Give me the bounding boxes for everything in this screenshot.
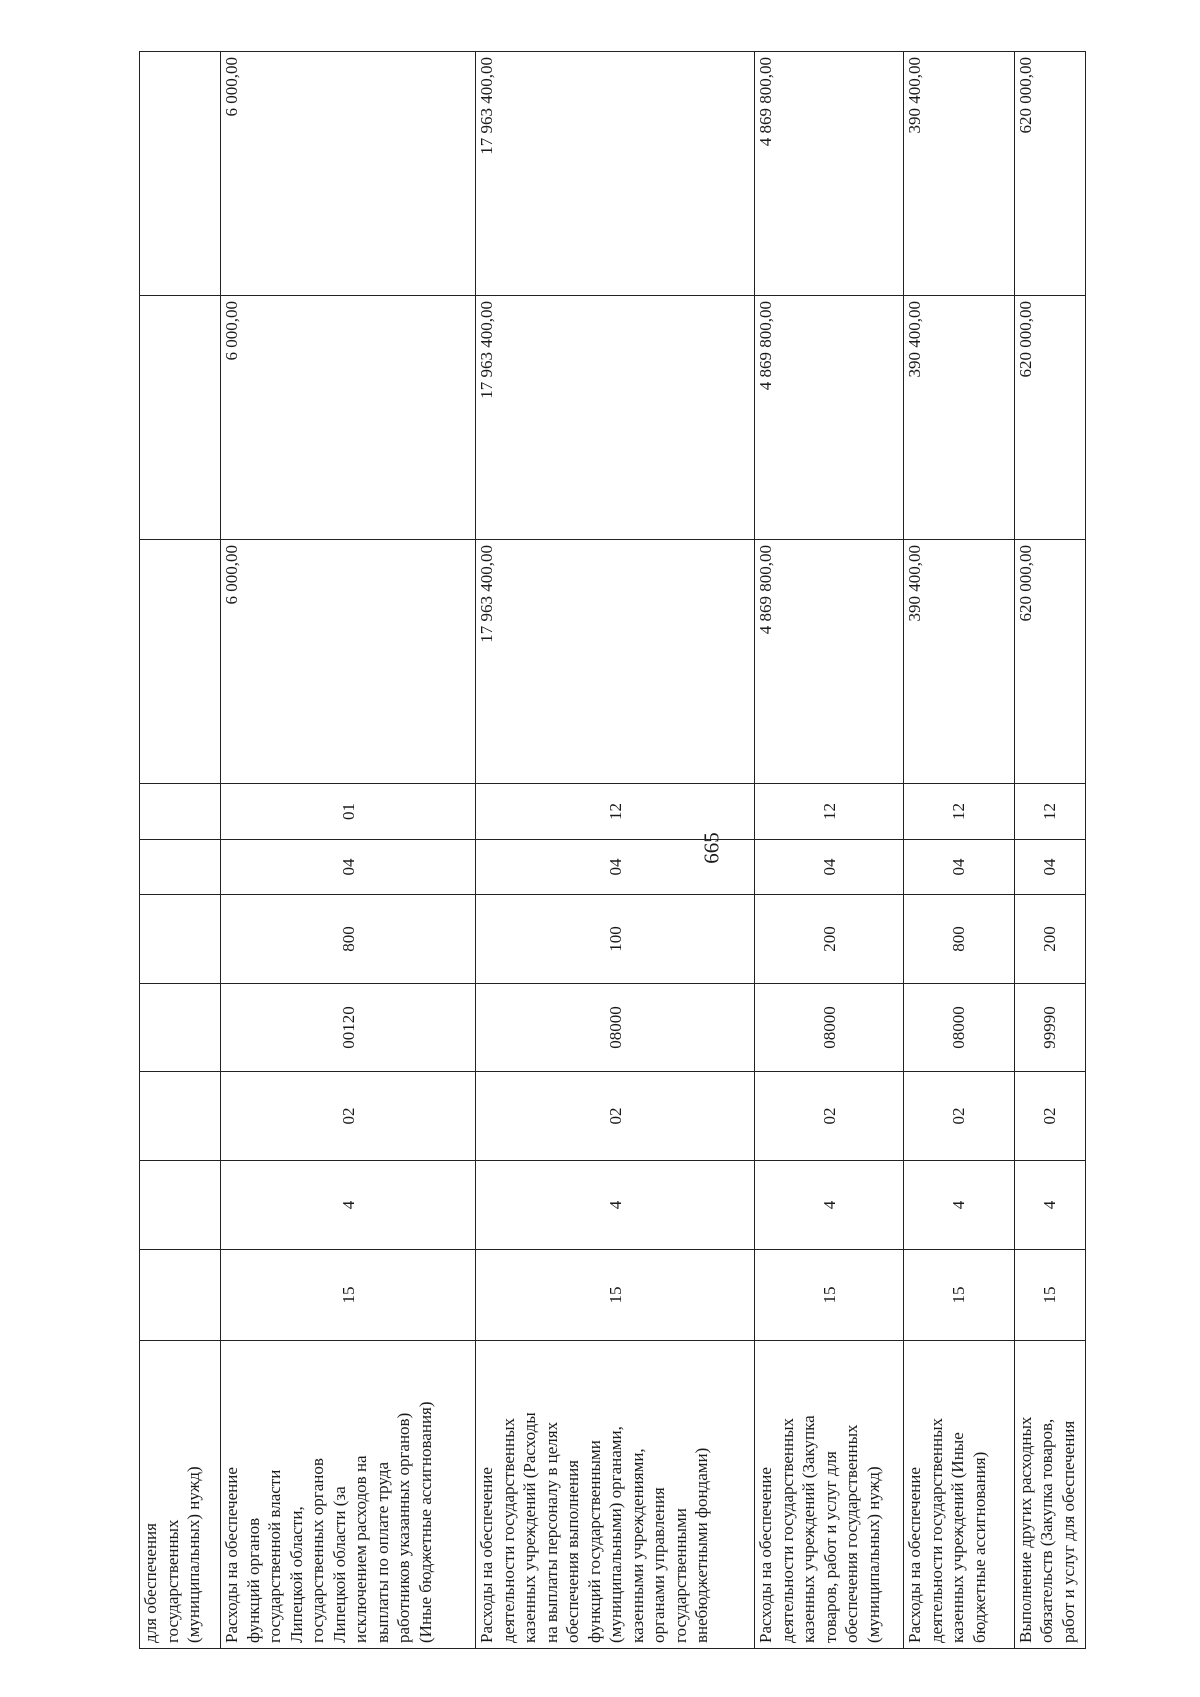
description-line: исключением расходов на	[351, 1455, 371, 1643]
direction-code-cell: 99990	[1014, 984, 1085, 1072]
subsection-cell: 12	[904, 784, 1015, 840]
section-cell: 04	[221, 840, 476, 895]
description-line: органами управления	[649, 1487, 669, 1643]
description-line: на выплаты персоналу в целях	[541, 1421, 561, 1643]
amount-year-3-cell: 4 869 800,00	[755, 52, 904, 296]
subprogram-cell: 4	[476, 1161, 755, 1250]
subsection-cell	[140, 784, 221, 840]
description-line: Липецкой области,	[286, 1506, 306, 1643]
description-line: работников указанных органов)	[394, 1412, 414, 1643]
subprogram-cell: 4	[221, 1161, 476, 1250]
section-cell: 04	[755, 840, 904, 895]
amount-year-1-cell: 6 000,00	[221, 540, 476, 784]
amount-year-1-cell: 620 000,00	[1014, 540, 1085, 784]
amount-year-2-cell: 6 000,00	[221, 296, 476, 540]
description-line: казенных учреждений (Расходы	[520, 1412, 540, 1643]
main-event-cell	[140, 1072, 221, 1161]
amount-year-3-cell: 390 400,00	[904, 52, 1015, 296]
description-cell	[476, 1341, 755, 1649]
description-line: Выполнение других расходных	[1015, 1416, 1035, 1643]
amount-year-3-cell	[140, 52, 221, 296]
amount-year-1-cell: 390 400,00	[904, 540, 1015, 784]
subprogram-cell	[140, 1161, 221, 1250]
amount-year-2-cell: 390 400,00	[904, 296, 1015, 540]
description-line: государственных органов	[308, 1458, 328, 1643]
table-row	[755, 52, 904, 1649]
table-row	[476, 52, 755, 1649]
budget-table	[139, 51, 1086, 1649]
description-line: государственными	[670, 1508, 690, 1643]
description-line: (муниципальных) нужд)	[184, 1466, 203, 1643]
description-line: для обеспечения	[141, 1523, 160, 1643]
expense-type-cell: 200	[755, 895, 904, 984]
description-line: государственной власти	[265, 1469, 285, 1643]
kvsr-cell: 15	[904, 1250, 1015, 1341]
description-line: деятельности государственных	[498, 1417, 518, 1643]
direction-code-cell	[140, 984, 221, 1072]
description-cell	[755, 1341, 904, 1649]
section-cell	[140, 840, 221, 895]
description-line: Расходы на обеспечение	[756, 1467, 776, 1643]
description-line: функций государственными	[584, 1440, 604, 1643]
description-line: товаров, работ и услуг для	[820, 1451, 840, 1643]
description-line: Расходы на обеспечение	[477, 1467, 497, 1643]
page-number: 665	[699, 832, 724, 864]
description-line: обеспечения государственных	[842, 1424, 862, 1643]
direction-code-cell: 08000	[904, 984, 1015, 1072]
amount-year-3-cell: 17 963 400,00	[476, 52, 755, 296]
expense-type-cell	[140, 895, 221, 984]
expense-type-cell: 800	[221, 895, 476, 984]
description-cell	[140, 1341, 221, 1649]
description-line: деятельности государственных	[926, 1417, 946, 1643]
subprogram-cell: 4	[904, 1161, 1015, 1250]
expense-type-cell: 100	[476, 895, 755, 984]
amount-year-1-cell: 4 869 800,00	[755, 540, 904, 784]
subprogram-cell: 4	[1014, 1161, 1085, 1250]
amount-year-1-cell	[140, 540, 221, 784]
section-cell: 04	[904, 840, 1015, 895]
section-cell: 04	[476, 840, 755, 895]
rotated-table-wrapper	[139, 52, 1086, 1649]
subsection-cell: 12	[1014, 784, 1085, 840]
description-cell	[221, 1341, 476, 1649]
subprogram-cell: 4	[755, 1161, 904, 1250]
main-event-cell: 02	[476, 1072, 755, 1161]
amount-year-3-cell: 620 000,00	[1014, 52, 1085, 296]
amount-year-2-cell	[140, 296, 221, 540]
expense-type-cell: 200	[1014, 895, 1085, 984]
description-cell	[904, 1341, 1015, 1649]
section-cell: 04	[1014, 840, 1085, 895]
description-line: (Иные бюджетные ассигнования)	[415, 1401, 435, 1643]
description-line: Расходы на обеспечение	[905, 1467, 925, 1643]
direction-code-cell: 08000	[476, 984, 755, 1072]
expense-type-cell: 800	[904, 895, 1015, 984]
amount-year-2-cell: 4 869 800,00	[755, 296, 904, 540]
main-event-cell: 02	[221, 1072, 476, 1161]
description-line: функций органов	[243, 1517, 263, 1643]
description-line: казенными учреждениями,	[627, 1448, 647, 1643]
subsection-cell: 12	[476, 784, 755, 840]
description-line: бюджетные ассигнования)	[969, 1451, 989, 1643]
subsection-cell: 01	[221, 784, 476, 840]
description-line: Расходы на обеспечение	[222, 1467, 242, 1643]
description-line: Липецкой области (за	[329, 1486, 349, 1643]
description-line: работ и услуг для обеспечения	[1058, 1420, 1078, 1643]
description-line: государственных	[162, 1519, 182, 1643]
kvsr-cell: 15	[221, 1250, 476, 1341]
description-line: казенных учреждений (Закупка	[799, 1415, 819, 1643]
direction-code-cell: 08000	[755, 984, 904, 1072]
amount-year-2-cell: 17 963 400,00	[476, 296, 755, 540]
description-line: обеспечения выполнения	[563, 1460, 583, 1643]
table-row	[1014, 52, 1085, 1649]
direction-code-cell: 00120	[221, 984, 476, 1072]
amount-year-1-cell: 17 963 400,00	[476, 540, 755, 784]
description-line: (муниципальных) нужд)	[863, 1466, 883, 1643]
table-row	[140, 52, 221, 1649]
table-row	[904, 52, 1015, 1649]
main-event-cell: 02	[755, 1072, 904, 1161]
kvsr-cell	[140, 1250, 221, 1341]
description-line: внебюджетными фондами)	[692, 1447, 712, 1643]
main-event-cell: 02	[904, 1072, 1015, 1161]
subsection-cell: 12	[755, 784, 904, 840]
description-line: обязательств (Закупка товаров,	[1037, 1418, 1057, 1643]
amount-year-3-cell: 6 000,00	[221, 52, 476, 296]
description-cell	[1014, 1341, 1085, 1649]
description-line: выплаты по оплате труда	[372, 1461, 392, 1643]
kvsr-cell: 15	[755, 1250, 904, 1341]
amount-year-2-cell: 620 000,00	[1014, 296, 1085, 540]
description-line: деятельности государственных	[777, 1417, 797, 1643]
kvsr-cell: 15	[476, 1250, 755, 1341]
description-line: казенных учреждений (Иные	[948, 1432, 968, 1643]
description-line: (муниципальными) органами,	[606, 1426, 626, 1643]
kvsr-cell: 15	[1014, 1250, 1085, 1341]
table-row	[221, 52, 476, 1649]
table-body	[140, 52, 1086, 1649]
main-event-cell: 02	[1014, 1072, 1085, 1161]
